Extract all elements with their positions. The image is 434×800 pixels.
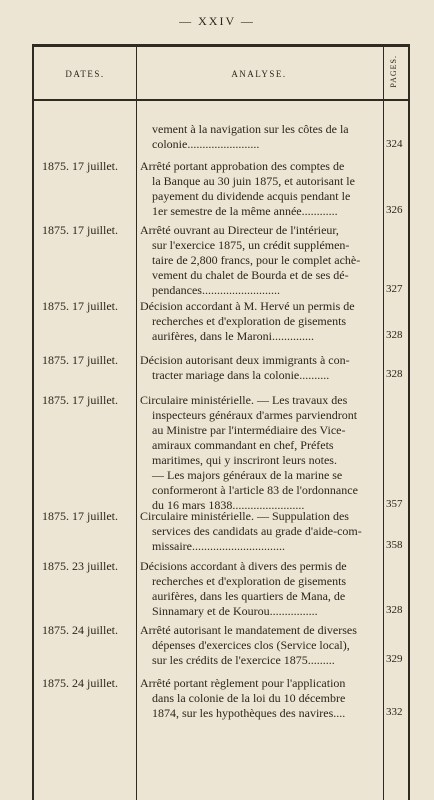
entry-line: — Les majors généraux de la marine se <box>152 468 343 482</box>
entry-line: dépenses d'exercices clos (Service local), <box>152 638 350 652</box>
entry-page: 326 <box>386 204 403 216</box>
entry-line: du 16 mars 1838........................ <box>152 498 305 512</box>
entry-line: aurifères, dans le Maroni.............. <box>152 329 314 343</box>
table-header <box>34 47 408 101</box>
entry-date: 1875. 23 juillet. <box>42 559 118 573</box>
entry-line: sur l'exercice 1875, un crédit supplémen- <box>152 238 350 252</box>
entry-date: 1875. 24 juillet. <box>42 623 118 637</box>
entry-page: 328 <box>386 604 403 616</box>
entry-line: dans la colonie de la loi du 10 décembre <box>152 691 346 705</box>
entry-page: 324 <box>386 138 403 150</box>
entry-line: recherches et d'exploration de gisements <box>152 314 347 328</box>
entry-line: Décision autorisant deux immigrants à con- <box>140 353 350 367</box>
entry-line: Arrêté portant approbation des comptes de <box>140 159 345 173</box>
page-number: — XXIV — <box>179 14 255 28</box>
entry-line: taire de 2,800 francs, pour le complet achè- <box>152 253 361 267</box>
entry-date: 1875. 17 juillet. <box>42 223 118 237</box>
entry-line: Arrêté portant règlement pour l'application <box>140 676 346 690</box>
entry-line: amiraux commandant en chef, Préfets <box>152 438 334 452</box>
entry-page: 329 <box>386 653 403 665</box>
entry-analysis <box>140 559 380 619</box>
entry-line: pendances.......................... <box>152 283 280 297</box>
entry-analysis <box>140 299 380 344</box>
entry-analysis <box>140 122 380 152</box>
entry-line: payement du dividende acquis pendant le <box>152 189 351 203</box>
entry-line: vement à la navigation sur les côtes de la <box>152 122 349 136</box>
entry-line: recherches et d'exploration de gisements <box>152 574 347 588</box>
entry-line: au Ministre par l'intermédiaire des Vice- <box>152 423 346 437</box>
entry-line: maritimes, qui y inscriront leurs notes. <box>152 453 337 467</box>
entry-line: vement du chalet de Bourda et de ses dé- <box>152 268 349 282</box>
entry-page: 357 <box>386 498 403 510</box>
entry-analysis <box>140 676 380 721</box>
entry-analysis <box>140 623 380 668</box>
entry-page: 332 <box>386 706 403 718</box>
entry-line: Circulaire ministérielle. — Les travaux des <box>140 393 348 407</box>
column-divider-dates <box>136 47 137 800</box>
entry-analysis <box>140 393 380 513</box>
entry-analysis <box>140 353 380 383</box>
entry-analysis <box>140 223 380 298</box>
entry-line: sur les crédits de l'exercice 1875......... <box>152 653 335 667</box>
entry-page: 328 <box>386 368 403 380</box>
entry-date: 1875. 17 juillet. <box>42 509 118 523</box>
column-header-dates: DATES. <box>65 69 105 79</box>
entry-line: aurifères, dans les quartiers de Mana, de <box>152 589 346 603</box>
entry-line: Sinnamary et de Kourou................ <box>152 604 318 618</box>
entry-date: 1875. 24 juillet. <box>42 676 118 690</box>
column-header-pages: PAGES. <box>389 55 398 88</box>
entry-page: 328 <box>386 329 403 341</box>
entry-line: Circulaire ministérielle. — Suppulation des <box>140 509 349 523</box>
entry-date: 1875. 17 juillet. <box>42 299 118 313</box>
entry-page: 358 <box>386 539 403 551</box>
entry-date: 1875. 17 juillet. <box>42 353 118 367</box>
entry-analysis <box>140 509 380 554</box>
entry-line: colonie........................ <box>152 137 260 151</box>
entry-line: conformeront à l'article 83 de l'ordonnance <box>152 483 358 497</box>
entry-line: inspecteurs généraux d'armes parviendront <box>152 408 358 422</box>
entry-analysis <box>140 159 380 219</box>
entry-line: Arrêté ouvrant au Directeur de l'intérieur, <box>140 223 339 237</box>
entry-line: services des candidats au grade d'aide-com- <box>152 524 362 538</box>
entry-line: Décision accordant à M. Hervé un permis de <box>140 299 355 313</box>
column-divider-pages <box>383 47 384 800</box>
entry-line: Arrêté autorisant le mandatement de diverses <box>140 623 357 637</box>
entry-line: missaire............................... <box>152 539 285 553</box>
column-header-analyse: ANALYSE. <box>231 69 287 79</box>
entry-line: 1er semestre de la même année............ <box>152 204 338 218</box>
entry-page: 327 <box>386 283 403 295</box>
entry-line: tracter mariage dans la colonie.......... <box>152 368 330 382</box>
entry-line: 1874, sur les hypothèques des navires.... <box>152 706 346 720</box>
entry-line: la Banque au 30 juin 1875, et autorisant le <box>152 174 355 188</box>
entry-line: Décisions accordant à divers des permis de <box>140 559 347 573</box>
entry-date: 1875. 17 juillet. <box>42 393 118 407</box>
entry-date: 1875. 17 juillet. <box>42 159 118 173</box>
index-table <box>32 44 410 800</box>
